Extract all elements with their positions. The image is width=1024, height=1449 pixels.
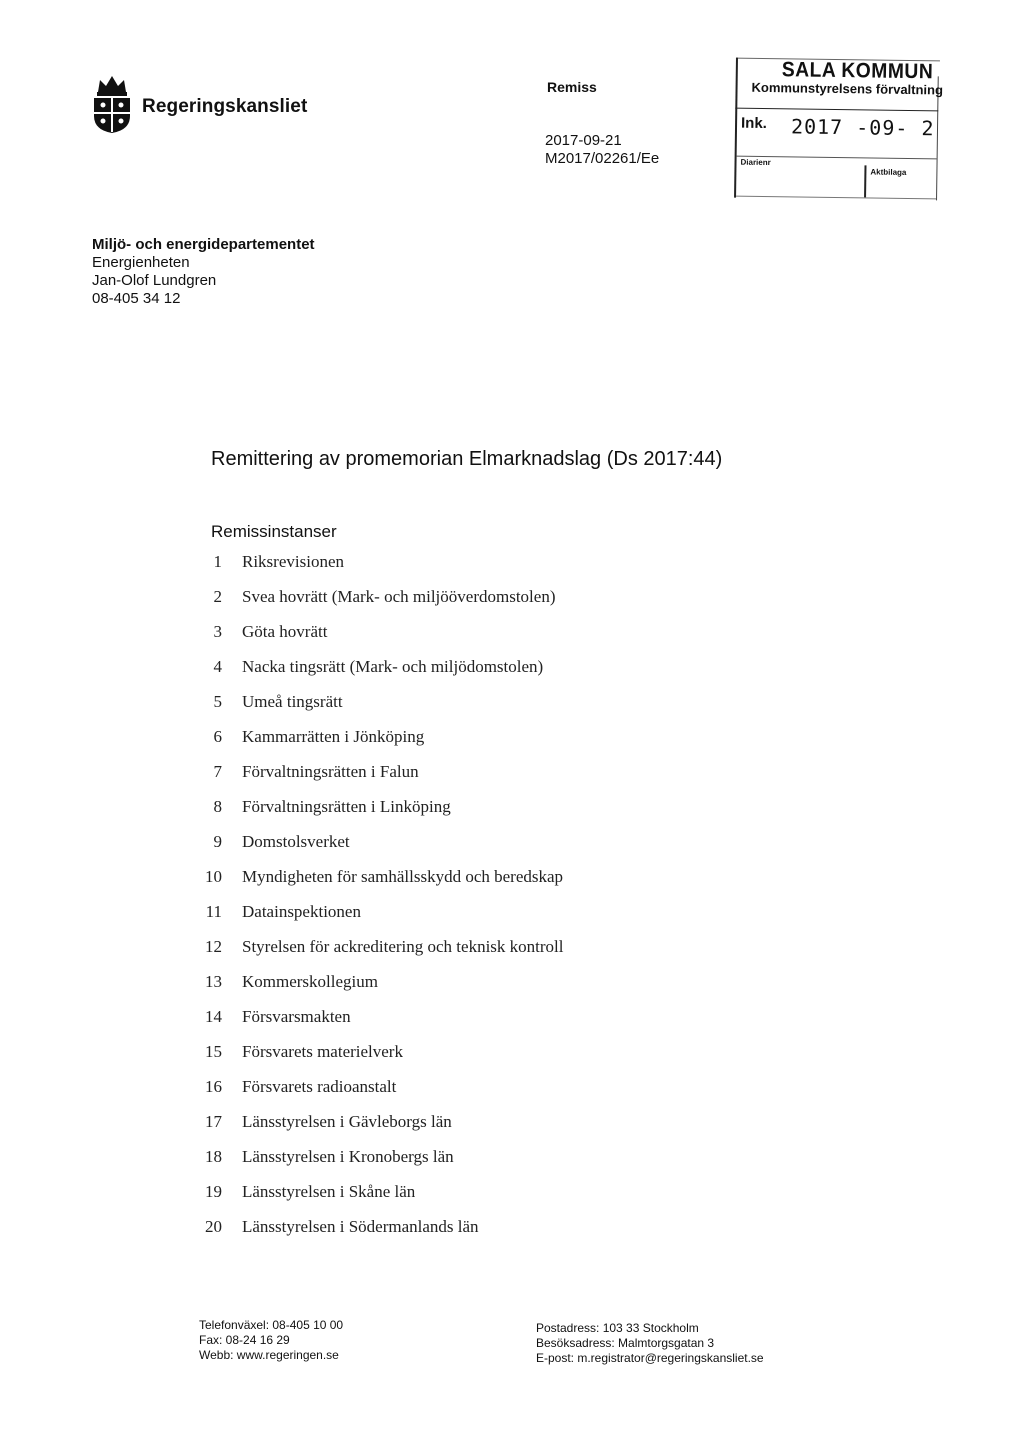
- item-number: 12: [205, 937, 222, 956]
- item-number: 7: [213, 762, 222, 781]
- sender-name: Jan-Olof Lundgren: [92, 272, 217, 289]
- item-name: Förvaltningsrätten i Falun: [242, 762, 419, 781]
- government-crest-icon: [88, 74, 136, 134]
- stamp-unit: Kommunstyrelsens förvaltning: [751, 79, 944, 98]
- item-number: 10: [205, 867, 222, 886]
- item-name: Göta hovrätt: [242, 622, 328, 641]
- item-number: 5: [213, 692, 222, 711]
- item-name: Riksrevisionen: [242, 552, 344, 571]
- item-name: Myndigheten för samhällsskydd och beredskap: [242, 867, 564, 886]
- item-name: Kommerskollegium: [242, 972, 378, 991]
- received-stamp: [732, 56, 942, 204]
- stamp-diarienr-label: Diarienr: [740, 157, 771, 168]
- document-reference: M2017/02261/Ee: [545, 150, 660, 167]
- item-name: Styrelsen för ackreditering och teknisk kontroll: [242, 937, 564, 956]
- item-number: 20: [205, 1217, 222, 1236]
- sender-phone: 08-405 34 12: [92, 290, 181, 307]
- item-name: Försvarets radioanstalt: [242, 1077, 397, 1096]
- item-number: 14: [205, 1007, 222, 1026]
- stamp-received-label: Ink.: [740, 114, 768, 133]
- item-number: 18: [205, 1147, 222, 1166]
- stamp-aktbilaga-label: Aktbilaga: [870, 167, 907, 177]
- item-name: Svea hovrätt (Mark- och miljööverdomstolen): [242, 587, 556, 606]
- footer-visit-address: Besöksadress: Malmtorgsgatan 3: [536, 1336, 715, 1350]
- item-name: Försvarsmakten: [242, 1007, 351, 1026]
- item-number: 19: [205, 1182, 222, 1201]
- footer-postal-address: Postadress: 103 33 Stockholm: [536, 1321, 699, 1335]
- sender-department: Miljö- och energidepartementet: [92, 236, 315, 253]
- logo-text: Regeringskansliet: [142, 96, 308, 117]
- item-name: Kammarrätten i Jönköping: [242, 727, 425, 746]
- item-name: Umeå tingsrätt: [242, 692, 343, 711]
- item-name: Förvaltningsrätten i Linköping: [242, 797, 451, 816]
- document-title: Remittering av promemorian Elmarknadslag (Ds 2017:44): [211, 448, 723, 470]
- item-name: Nacka tingsrätt (Mark- och miljödomstolen): [242, 657, 544, 676]
- document-date: 2017-09-21: [545, 132, 622, 149]
- item-name: Försvarets materielverk: [242, 1042, 403, 1061]
- document-type: Remiss: [547, 79, 597, 95]
- item-name: Domstolsverket: [242, 832, 350, 851]
- item-number: 9: [213, 832, 222, 851]
- item-number: 3: [213, 622, 222, 641]
- item-name: Länsstyrelsen i Kronobergs län: [242, 1147, 454, 1166]
- footer-web: Webb: www.regeringen.se: [199, 1348, 339, 1362]
- footer-email: E-post: m.registrator@regeringskansliet.se: [536, 1351, 764, 1365]
- sender-unit: Energienheten: [92, 254, 190, 271]
- item-number: 8: [213, 797, 222, 816]
- item-name: Länsstyrelsen i Södermanlands län: [242, 1217, 479, 1236]
- footer-phone: Telefonväxel: 08-405 10 00: [199, 1318, 344, 1332]
- item-name: Datainspektionen: [242, 902, 361, 921]
- list-heading: Remissinstanser: [211, 522, 337, 541]
- item-number: 2: [213, 587, 222, 606]
- item-name: Länsstyrelsen i Gävleborgs län: [242, 1112, 452, 1131]
- footer-fax: Fax: 08-24 16 29: [199, 1333, 290, 1347]
- item-number: 13: [205, 972, 222, 991]
- item-number: 1: [213, 552, 222, 571]
- item-name: Länsstyrelsen i Skåne län: [242, 1182, 416, 1201]
- item-number: 11: [205, 902, 222, 921]
- item-number: 6: [213, 727, 222, 746]
- item-number: 16: [205, 1077, 222, 1096]
- item-number: 4: [213, 657, 222, 676]
- item-number: 15: [205, 1042, 222, 1061]
- stamp-organization: SALA KOMMUN: [781, 58, 934, 84]
- item-number: 17: [205, 1112, 222, 1131]
- stamp-received-date: 2017 -09- 2: [790, 114, 935, 141]
